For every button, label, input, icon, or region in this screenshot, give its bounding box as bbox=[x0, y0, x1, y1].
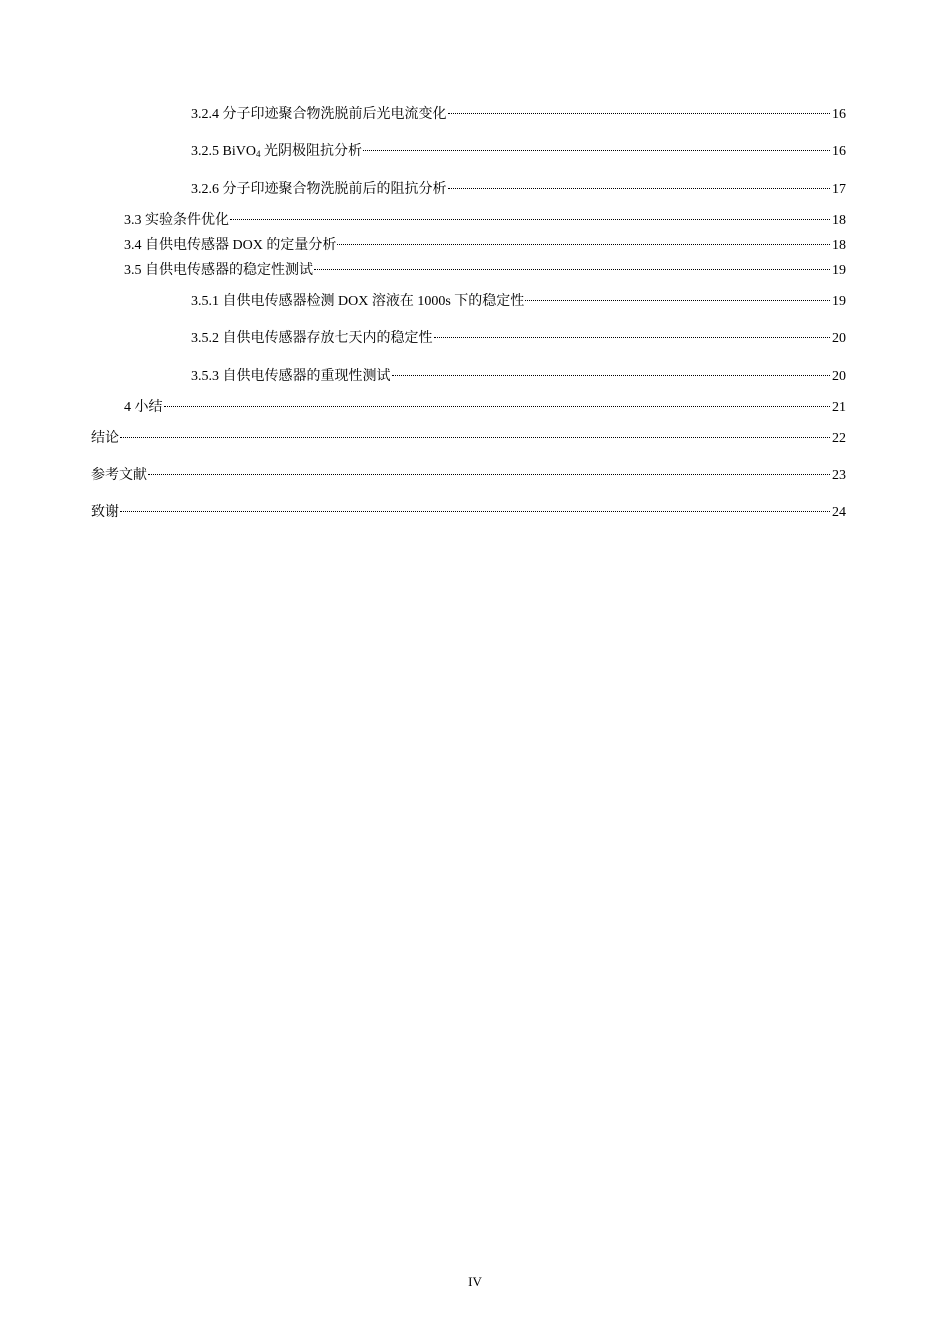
toc-entry-conclusion[interactable] bbox=[91, 424, 846, 448]
toc-entry-4[interactable] bbox=[124, 393, 846, 417]
toc-entry-3-4[interactable] bbox=[124, 231, 846, 255]
toc-entry-page: 17 bbox=[832, 182, 846, 197]
toc-leader-dots bbox=[363, 137, 830, 155]
toc-label-pre: 3.2.5 BiVO bbox=[191, 144, 256, 159]
toc-entry-page: 16 bbox=[832, 107, 846, 122]
toc-entry-label: 致谢 bbox=[91, 505, 119, 520]
toc-entry-page: 20 bbox=[832, 369, 846, 384]
toc-entry-acknowledgements[interactable] bbox=[91, 498, 846, 522]
toc-leader-dots bbox=[525, 287, 830, 305]
toc-entry-page: 18 bbox=[832, 213, 846, 228]
toc-leader-dots bbox=[120, 498, 830, 516]
toc-leader-dots bbox=[148, 461, 830, 479]
toc-entry-3-5-3[interactable] bbox=[191, 362, 846, 386]
toc-entry-3-5-1[interactable] bbox=[191, 287, 846, 311]
toc-entry-page: 21 bbox=[832, 400, 846, 415]
toc-leader-dots bbox=[434, 324, 831, 342]
toc-entry-label: 3.2.6 分子印迹聚合物洗脱前后的阻抗分析 bbox=[191, 182, 447, 197]
toc-leader-dots bbox=[448, 175, 831, 193]
toc-entry-label: 3.4 自供电传感器 DOX 的定量分析 bbox=[124, 238, 337, 253]
toc-entry-label: 3.5.2 自供电传感器存放七天内的稳定性 bbox=[191, 331, 433, 346]
toc-leader-dots bbox=[230, 206, 830, 224]
toc-leader-dots bbox=[337, 231, 830, 249]
toc-entry-page: 16 bbox=[832, 144, 846, 159]
page-number-footer: IV bbox=[468, 1274, 482, 1289]
toc-entry-label: 结论 bbox=[91, 431, 119, 446]
toc-leader-dots bbox=[164, 393, 831, 411]
toc-entry-label: 3.5.3 自供电传感器的重现性测试 bbox=[191, 369, 391, 384]
toc-entry-page: 23 bbox=[832, 468, 846, 483]
toc-entry-3-5-2[interactable] bbox=[191, 324, 846, 348]
toc-leader-dots bbox=[314, 256, 830, 274]
toc-entry-label bbox=[191, 143, 362, 161]
toc-leader-dots bbox=[120, 424, 830, 442]
toc-entry-3-3[interactable] bbox=[124, 206, 846, 230]
toc-label-post: 光阴极阻抗分析 bbox=[260, 144, 362, 159]
toc-entry-page: 24 bbox=[832, 505, 846, 520]
toc-entry-label: 3.5 自供电传感器的稳定性测试 bbox=[124, 263, 313, 278]
toc-entry-page: 20 bbox=[832, 331, 846, 346]
toc-leader-dots bbox=[448, 100, 831, 118]
toc-entry-label: 3.3 实验条件优化 bbox=[124, 213, 229, 228]
toc-label-subscript: 4 bbox=[255, 149, 261, 159]
toc-entry-3-2-4[interactable] bbox=[191, 100, 846, 124]
toc-entry-label: 4 小结 bbox=[124, 400, 163, 415]
toc-entry-page: 18 bbox=[832, 238, 846, 253]
toc-entry-3-5[interactable] bbox=[124, 256, 846, 280]
toc-entry-references[interactable] bbox=[91, 461, 846, 485]
toc-entry-label: 参考文献 bbox=[91, 468, 147, 483]
toc-entry-3-2-6[interactable] bbox=[191, 175, 846, 199]
toc-entry-3-2-5[interactable] bbox=[191, 137, 846, 161]
toc-entry-page: 19 bbox=[832, 294, 846, 309]
toc-leader-dots bbox=[392, 362, 831, 380]
toc-entry-page: 22 bbox=[832, 431, 846, 446]
toc-entry-label: 3.2.4 分子印迹聚合物洗脱前后光电流变化 bbox=[191, 107, 447, 122]
toc-entry-page: 19 bbox=[832, 263, 846, 278]
toc-entry-label: 3.5.1 自供电传感器检测 DOX 溶液在 1000s 下的稳定性 bbox=[191, 294, 525, 309]
